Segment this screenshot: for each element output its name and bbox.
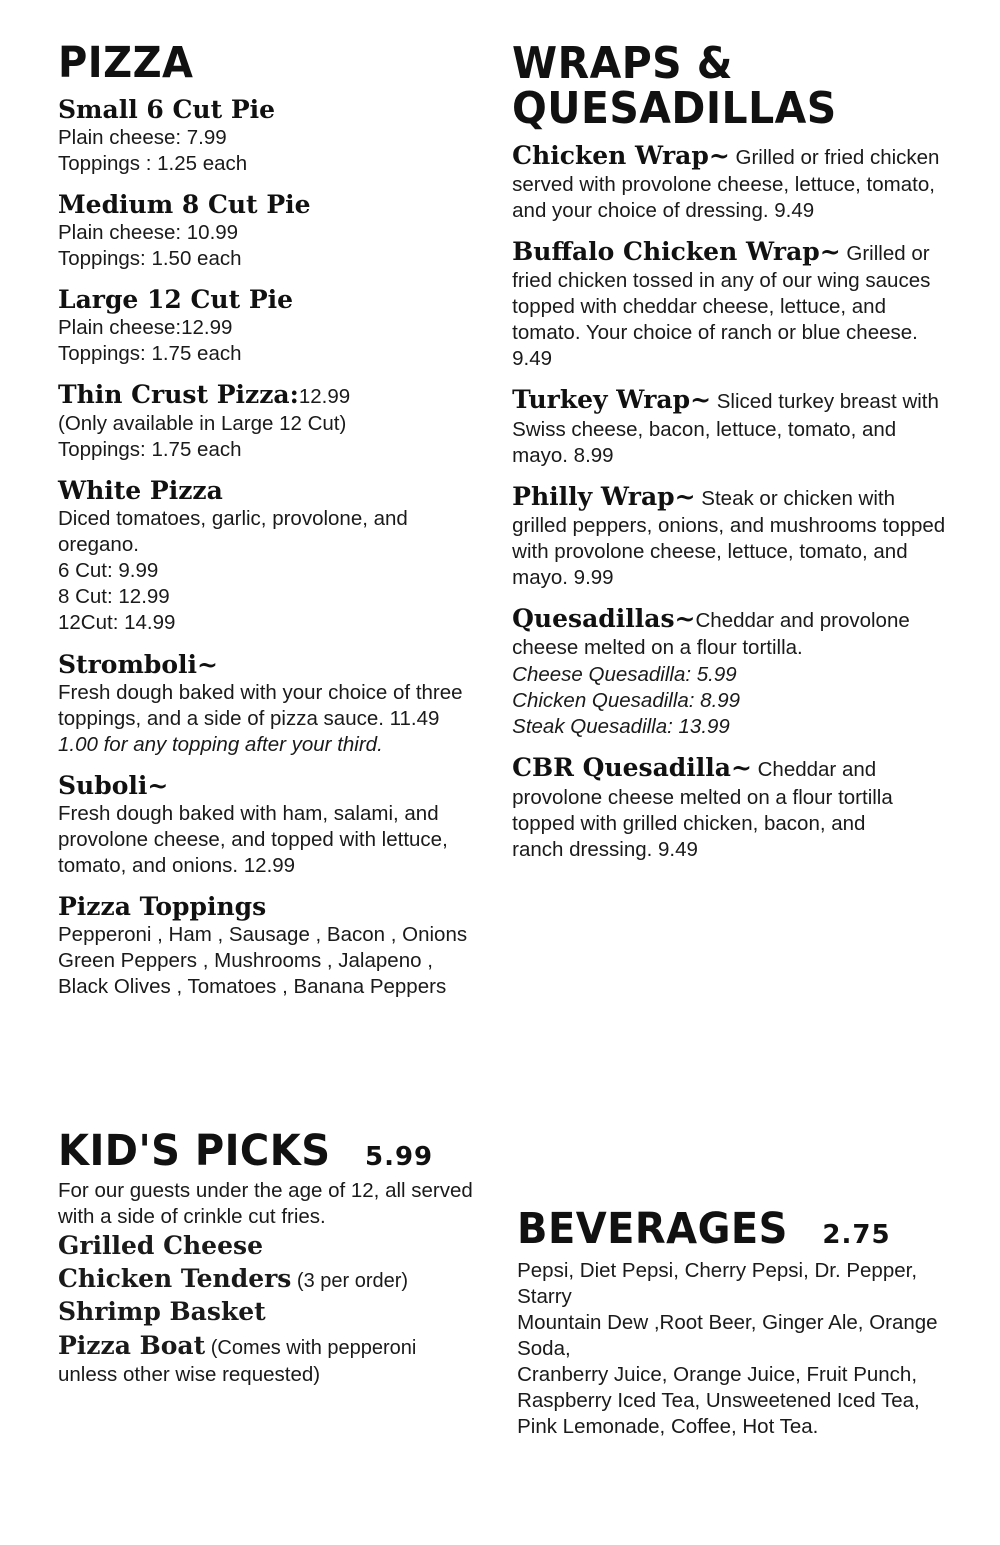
desc-line: Cranberry Juice, Orange Juice, Fruit Punch, — [517, 1362, 918, 1386]
item-description-inline: Grilled or fried chicken — [729, 145, 940, 169]
item-description-inline: Grilled or — [840, 242, 930, 266]
menu-item-cbr-quesadilla — [512, 754, 948, 862]
desc-line: Fresh dough baked with ham, salami, and — [58, 801, 439, 825]
desc-line: ranch dressing. 9.49 — [512, 837, 698, 861]
item-description — [58, 922, 484, 1000]
desc-line: mayo. 9.99 — [512, 566, 614, 589]
menu-top-columns — [58, 38, 948, 1014]
kids-picks-list — [58, 1230, 489, 1388]
item-name: Shrimp Basket — [58, 1297, 266, 1327]
desc-line: toppings, and a side of pizza sauce. 11.49 — [58, 706, 440, 730]
item-description — [512, 785, 948, 863]
item-qualifier: (Comes with pepperoni — [205, 1336, 417, 1359]
desc-line: topped with cheddar cheese, lettuce, and — [512, 295, 886, 319]
beverages-title-row — [517, 1204, 958, 1254]
kids-picks-section — [58, 1126, 489, 1390]
item-name: Chicken Wrap~ — [512, 140, 730, 170]
item-description — [58, 506, 484, 636]
menu-item-buffalo-chicken-wrap — [512, 238, 948, 372]
pizza-boat-note — [58, 1362, 489, 1388]
desc-line: unless other wise requested) — [58, 1362, 321, 1386]
beverages-list — [517, 1258, 958, 1440]
item-name: Thin Crust Pizza: — [58, 380, 299, 410]
desc-line: served with provolone cheese, lettuce, tomato, — [512, 172, 935, 196]
item-description — [512, 268, 948, 372]
beverages-title: BEVERAGES — [517, 1204, 789, 1254]
kids-item-grilled-cheese — [58, 1230, 489, 1261]
desc-line: tomato. Your choice of ranch or blue cheese. 9.49 — [512, 321, 918, 371]
desc-line: Toppings: 1.75 each — [58, 342, 242, 366]
desc-line: mayo. 8.99 — [512, 443, 614, 467]
item-name: CBR Quesadilla~ — [512, 753, 752, 783]
kids-picks-price: 5.99 — [364, 1142, 434, 1172]
desc-line: Black Olives , Tomatoes , Banana Peppers — [58, 974, 447, 998]
desc-line: Swiss cheese, bacon, lettuce, tomato, and — [512, 417, 897, 441]
item-description-inline: Cheddar and provolone — [695, 609, 910, 633]
desc-line-italic: Steak Quesadilla: 13.99 — [512, 715, 730, 739]
menu-item-pizza-toppings — [58, 893, 484, 1000]
desc-line: with a side of crinkle cut fries. — [58, 1204, 326, 1228]
desc-line: Toppings: 1.75 each — [58, 438, 242, 462]
desc-line: Diced tomatoes, garlic, provolone, and oregano. — [58, 507, 408, 557]
desc-line: Plain cheese:12.99 — [58, 315, 233, 339]
item-description — [58, 125, 484, 177]
desc-line: and your choice of dressing. 9.49 — [512, 199, 815, 223]
desc-line: tomato, and onions. 12.99 — [58, 853, 296, 877]
desc-line: For our guests under the age of 12, all served — [58, 1178, 473, 1202]
menu-item-large-12-cut-pie — [58, 286, 484, 367]
menu-bottom-columns — [58, 1126, 958, 1440]
desc-line: Plain cheese: 10.99 — [58, 220, 239, 244]
item-description — [58, 801, 484, 879]
menu-item-philly-wrap — [512, 483, 948, 591]
item-description — [58, 220, 484, 272]
desc-line: with provolone cheese, lettuce, tomato, and — [512, 539, 908, 563]
item-name: Small 6 Cut Pie — [58, 94, 276, 124]
desc-line: Pepperoni , Ham , Sausage , Bacon , Onions — [58, 922, 468, 946]
menu-item-quesadillas — [512, 605, 948, 740]
wraps-section-title: WRAPS & QUESADILLAS — [512, 38, 837, 134]
item-name: Turkey Wrap~ — [512, 385, 712, 415]
kids-picks-title: KID'S PICKS — [58, 1126, 331, 1176]
item-price-inline: 12.99 — [298, 385, 351, 409]
menu-item-white-pizza — [58, 477, 484, 636]
item-description — [58, 315, 484, 367]
kids-picks-note — [58, 1178, 489, 1230]
menu-item-chicken-wrap — [512, 142, 948, 224]
item-name: Pizza Boat — [58, 1330, 206, 1360]
item-description-inline: Cheddar and — [751, 758, 877, 782]
kids-item-pizza-boat — [58, 1330, 489, 1388]
menu-item-turkey-wrap — [512, 386, 948, 468]
beverages-section — [517, 1130, 958, 1440]
menu-item-suboli — [58, 772, 484, 879]
desc-line: 12Cut: 14.99 — [58, 611, 176, 635]
pizza-section — [58, 38, 484, 1014]
desc-line: Green Peppers , Mushrooms , Jalapeno , — [58, 948, 433, 972]
desc-line: provolone cheese, and topped with lettuce, — [58, 827, 448, 851]
desc-line: Toppings : 1.25 each — [58, 151, 248, 175]
desc-line: Raspberry Iced Tea, Unsweetened Iced Tea, — [517, 1389, 920, 1413]
item-name: Grilled Cheese — [58, 1230, 263, 1260]
desc-line: topped with grilled chicken, bacon, and — [512, 811, 866, 835]
menu-item-medium-8-cut-pie — [58, 191, 484, 272]
desc-line: provolone cheese melted on a flour tortilla — [512, 785, 893, 809]
item-name: Pizza Toppings — [58, 891, 267, 921]
item-description — [512, 172, 948, 224]
item-description — [58, 680, 484, 758]
item-name: Stromboli~ — [58, 649, 218, 679]
beverages-price: 2.75 — [822, 1220, 891, 1250]
item-name: Suboli~ — [58, 770, 169, 800]
item-name: Medium 8 Cut Pie — [58, 189, 311, 219]
quesadilla-price-list — [512, 662, 948, 740]
item-description — [58, 411, 484, 463]
item-description-inline: Sliced turkey breast with — [711, 390, 939, 414]
desc-line-italic: Cheese Quesadilla: 5.99 — [512, 663, 737, 687]
item-description — [512, 513, 948, 591]
desc-line: Pink Lemonade, Coffee, Hot Tea. — [517, 1415, 819, 1439]
kids-picks-title-row — [58, 1126, 489, 1176]
item-name: Chicken Tenders — [58, 1264, 292, 1294]
item-qualifier: (3 per order) — [291, 1270, 409, 1293]
desc-line: Toppings: 1.50 each — [58, 246, 242, 270]
menu-item-stromboli — [58, 651, 484, 758]
wraps-section — [512, 38, 948, 877]
desc-line: Plain cheese: 7.99 — [58, 125, 227, 149]
item-description — [512, 417, 948, 469]
item-name: Buffalo Chicken Wrap~ — [512, 237, 841, 267]
item-name: Philly Wrap~ — [512, 481, 696, 511]
kids-item-shrimp-basket — [58, 1296, 489, 1327]
pizza-section-title: PIZZA — [58, 38, 194, 88]
menu-item-thin-crust-pizza — [58, 381, 484, 463]
desc-line: Fresh dough baked with your choice of three — [58, 680, 463, 704]
menu-item-small-6-cut-pie — [58, 96, 484, 177]
desc-line-italic: 1.00 for any topping after your third. — [58, 732, 383, 756]
item-description-inline: Steak or chicken with — [695, 486, 896, 510]
desc-line: Mountain Dew ,Root Beer, Ginger Ale, Orange Soda, — [517, 1310, 938, 1360]
desc-line: Pepsi, Diet Pepsi, Cherry Pepsi, Dr. Pepper, Starry — [517, 1258, 918, 1308]
kids-item-chicken-tenders — [58, 1263, 489, 1294]
item-name: White Pizza — [58, 476, 223, 506]
desc-line: (Only available in Large 12 Cut) — [58, 412, 347, 436]
desc-line: 8 Cut: 12.99 — [58, 585, 170, 609]
item-name: Quesadillas~ — [512, 604, 696, 634]
item-name: Large 12 Cut Pie — [58, 284, 294, 314]
desc-line: 6 Cut: 9.99 — [58, 559, 159, 583]
desc-line: grilled peppers, onions, and mushrooms topped — [512, 513, 946, 537]
desc-line: cheese melted on a flour tortilla. — [512, 636, 803, 660]
desc-line-italic: Chicken Quesadilla: 8.99 — [512, 689, 741, 713]
item-description — [512, 635, 948, 661]
desc-line: fried chicken tossed in any of our wing sauces — [512, 269, 931, 293]
